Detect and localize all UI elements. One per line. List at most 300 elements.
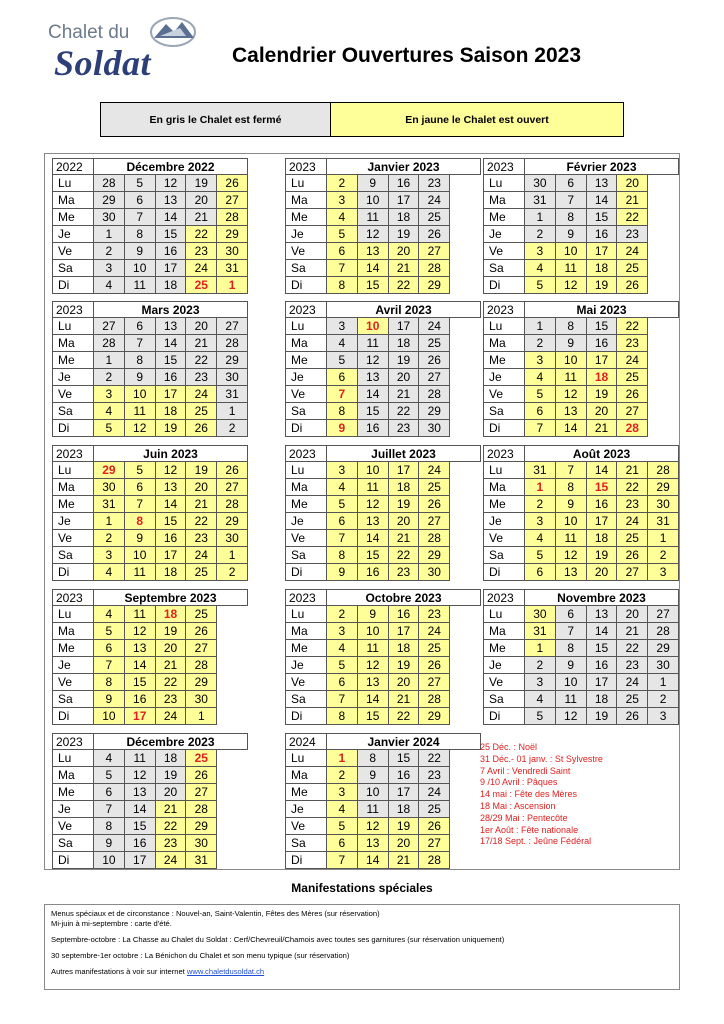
day-name: Ve: [52, 386, 94, 403]
month-name: Avril 2023: [327, 301, 481, 318]
holiday-item: 7 Avril : Vendredi Saint: [480, 765, 571, 776]
day-name: Ma: [285, 192, 327, 209]
day-name: Sa: [52, 835, 94, 852]
day-cell: 23: [617, 657, 648, 674]
month-year: 2023: [52, 301, 94, 318]
day-name: Ve: [52, 674, 94, 691]
day-cell: 15: [156, 226, 187, 243]
day-name: Lu: [285, 462, 327, 479]
day-cell: 8: [327, 403, 358, 420]
day-cell: 12: [358, 496, 389, 513]
day-cell: 24: [617, 674, 648, 691]
day-name: Ve: [483, 386, 525, 403]
month-year: 2023: [52, 445, 94, 462]
day-cell: 30: [648, 496, 679, 513]
day-name: Me: [483, 209, 525, 226]
day-cell: 17: [587, 352, 618, 369]
day-cell: 11: [125, 750, 156, 767]
empty-cell: [450, 496, 481, 513]
empty-cell: [217, 784, 248, 801]
day-name: Di: [52, 420, 94, 437]
day-cell: 19: [186, 462, 217, 479]
month-block: [285, 589, 481, 725]
day-cell: 7: [556, 192, 587, 209]
day-cell: 30: [186, 835, 217, 852]
day-cell: 20: [156, 640, 187, 657]
day-name: Lu: [483, 318, 525, 335]
day-cell: 17: [156, 547, 187, 564]
day-cell: 20: [186, 479, 217, 496]
month-name: Novembre 2023: [525, 589, 679, 606]
day-cell: 18: [587, 369, 618, 386]
day-cell: 7: [125, 209, 156, 226]
day-cell: 3: [648, 708, 679, 725]
day-cell: 1: [94, 513, 125, 530]
day-cell: 14: [358, 852, 389, 869]
empty-cell: [648, 209, 679, 226]
day-cell: 20: [389, 674, 420, 691]
empty-cell: [648, 335, 679, 352]
day-cell: 3: [525, 674, 556, 691]
day-cell: 25: [186, 277, 217, 294]
day-cell: 4: [94, 564, 125, 581]
day-cell: 18: [156, 564, 187, 581]
day-cell: 10: [556, 513, 587, 530]
day-cell: 19: [389, 496, 420, 513]
day-name: Ve: [483, 674, 525, 691]
day-cell: 21: [156, 657, 187, 674]
empty-cell: [217, 708, 248, 725]
day-cell: 7: [125, 335, 156, 352]
day-cell: 3: [525, 352, 556, 369]
day-cell: 9: [125, 530, 156, 547]
day-cell: 20: [186, 192, 217, 209]
day-cell: 9: [125, 243, 156, 260]
holidays-list: [480, 742, 603, 848]
day-name: Sa: [285, 547, 327, 564]
day-cell: 14: [358, 530, 389, 547]
empty-cell: [450, 818, 481, 835]
day-name: Ve: [285, 818, 327, 835]
day-cell: 15: [587, 209, 618, 226]
day-cell: 21: [186, 496, 217, 513]
holiday-item: 18 Mai : Ascension: [480, 800, 556, 811]
manif-line-summer: Mi-juin à mi-septembre : carte d'été.: [51, 919, 172, 928]
empty-cell: [217, 674, 248, 691]
day-cell: 30: [94, 479, 125, 496]
day-cell: 17: [156, 386, 187, 403]
day-name: Ma: [285, 335, 327, 352]
day-cell: 7: [327, 386, 358, 403]
month-block: [52, 158, 248, 294]
day-name: Me: [52, 209, 94, 226]
day-cell: 18: [389, 335, 420, 352]
day-name: Ma: [52, 479, 94, 496]
day-cell: 6: [556, 606, 587, 623]
day-name: Ve: [285, 386, 327, 403]
day-cell: 17: [389, 784, 420, 801]
day-cell: 9: [125, 369, 156, 386]
day-cell: 17: [156, 260, 187, 277]
day-name: Me: [285, 784, 327, 801]
day-cell: 7: [525, 420, 556, 437]
day-cell: 25: [186, 750, 217, 767]
day-cell: 5: [94, 420, 125, 437]
month-year: 2023: [483, 589, 525, 606]
day-name: Me: [52, 784, 94, 801]
month-block: [52, 733, 248, 869]
day-cell: 28: [617, 420, 648, 437]
day-cell: 7: [94, 657, 125, 674]
day-cell: 18: [156, 606, 187, 623]
day-cell: 29: [419, 277, 450, 294]
day-cell: 12: [125, 623, 156, 640]
day-cell: 25: [419, 479, 450, 496]
day-name: Sa: [483, 403, 525, 420]
day-cell: 2: [525, 226, 556, 243]
day-cell: 17: [389, 462, 420, 479]
day-cell: 31: [186, 852, 217, 869]
day-cell: 27: [217, 192, 248, 209]
month-block: [285, 733, 481, 869]
day-cell: 2: [648, 547, 679, 564]
day-cell: 1: [327, 750, 358, 767]
empty-cell: [450, 708, 481, 725]
day-cell: 17: [587, 513, 618, 530]
day-cell: 7: [556, 462, 587, 479]
day-cell: 3: [327, 623, 358, 640]
day-cell: 16: [389, 175, 420, 192]
day-cell: 6: [525, 564, 556, 581]
day-cell: 18: [389, 801, 420, 818]
day-name: Ve: [285, 243, 327, 260]
day-name: Me: [285, 352, 327, 369]
day-name: Di: [52, 277, 94, 294]
day-cell: 10: [358, 318, 389, 335]
day-cell: 21: [587, 420, 618, 437]
day-cell: 1: [217, 403, 248, 420]
day-cell: 20: [587, 403, 618, 420]
day-cell: 26: [419, 657, 450, 674]
day-cell: 13: [358, 835, 389, 852]
day-cell: 24: [186, 547, 217, 564]
day-cell: 5: [125, 175, 156, 192]
empty-cell: [450, 335, 481, 352]
month-name: Octobre 2023: [327, 589, 481, 606]
month-year: 2023: [285, 158, 327, 175]
month-year: 2023: [285, 589, 327, 606]
day-cell: 26: [419, 818, 450, 835]
day-cell: 16: [125, 835, 156, 852]
day-cell: 5: [525, 386, 556, 403]
day-name: Me: [285, 209, 327, 226]
day-cell: 7: [327, 852, 358, 869]
day-cell: 18: [389, 209, 420, 226]
day-cell: 9: [358, 606, 389, 623]
month-block: [483, 158, 679, 294]
empty-cell: [648, 243, 679, 260]
day-name: Ma: [285, 623, 327, 640]
day-cell: 21: [186, 335, 217, 352]
day-name: Je: [52, 657, 94, 674]
day-cell: 12: [556, 547, 587, 564]
day-cell: 25: [419, 801, 450, 818]
day-name: Ma: [483, 335, 525, 352]
day-cell: 2: [217, 564, 248, 581]
day-cell: 29: [217, 226, 248, 243]
day-cell: 1: [648, 530, 679, 547]
day-cell: 29: [217, 513, 248, 530]
day-cell: 31: [525, 623, 556, 640]
day-cell: 29: [419, 708, 450, 725]
day-cell: 6: [327, 835, 358, 852]
day-cell: 22: [389, 547, 420, 564]
day-cell: 28: [419, 691, 450, 708]
day-cell: 15: [587, 640, 618, 657]
day-name: Lu: [483, 462, 525, 479]
day-cell: 18: [389, 640, 420, 657]
day-cell: 2: [327, 175, 358, 192]
day-cell: 25: [186, 564, 217, 581]
day-name: Je: [483, 513, 525, 530]
day-cell: 14: [156, 209, 187, 226]
day-cell: 26: [617, 708, 648, 725]
day-cell: 16: [587, 496, 618, 513]
day-cell: 6: [125, 192, 156, 209]
month-year: 2022: [52, 158, 94, 175]
holiday-item: 28/29 Mai : Pentecôte: [480, 812, 568, 823]
holiday-item: 25 Déc. : Noël: [480, 742, 538, 752]
day-name: Je: [285, 657, 327, 674]
day-cell: 26: [617, 277, 648, 294]
mountain-logo-icon: [148, 14, 198, 50]
day-cell: 11: [556, 691, 587, 708]
month-name: Février 2023: [525, 158, 679, 175]
day-cell: 23: [186, 369, 217, 386]
day-cell: 10: [358, 623, 389, 640]
day-cell: 22: [156, 674, 187, 691]
empty-cell: [217, 691, 248, 708]
day-cell: 30: [94, 209, 125, 226]
day-cell: 14: [358, 691, 389, 708]
day-cell: 4: [525, 530, 556, 547]
day-cell: 4: [327, 640, 358, 657]
day-cell: 6: [327, 369, 358, 386]
day-name: Je: [483, 369, 525, 386]
day-cell: 4: [94, 606, 125, 623]
day-cell: 23: [389, 564, 420, 581]
day-cell: 19: [587, 277, 618, 294]
day-cell: 30: [525, 606, 556, 623]
day-cell: 19: [587, 386, 618, 403]
day-cell: 17: [389, 318, 420, 335]
day-cell: 26: [617, 547, 648, 564]
day-cell: 9: [94, 835, 125, 852]
day-name: Je: [52, 369, 94, 386]
day-name: Sa: [483, 691, 525, 708]
day-cell: 12: [125, 767, 156, 784]
day-cell: 10: [358, 462, 389, 479]
empty-cell: [450, 852, 481, 869]
month-year: 2023: [483, 301, 525, 318]
day-cell: 6: [327, 513, 358, 530]
day-name: Ma: [52, 192, 94, 209]
day-cell: 1: [94, 352, 125, 369]
day-name: Di: [483, 708, 525, 725]
day-cell: 7: [327, 691, 358, 708]
day-cell: 20: [587, 564, 618, 581]
day-cell: 18: [156, 277, 187, 294]
day-cell: 11: [358, 640, 389, 657]
empty-cell: [648, 277, 679, 294]
day-cell: 9: [358, 767, 389, 784]
empty-cell: [648, 192, 679, 209]
day-name: Di: [285, 708, 327, 725]
day-cell: 29: [186, 674, 217, 691]
day-name: Me: [285, 496, 327, 513]
day-name: Ve: [285, 674, 327, 691]
day-cell: 22: [617, 640, 648, 657]
month-block: [285, 158, 481, 294]
day-cell: 20: [389, 513, 420, 530]
day-name: Di: [52, 852, 94, 869]
day-cell: 18: [587, 691, 618, 708]
empty-cell: [450, 318, 481, 335]
day-cell: 16: [587, 226, 618, 243]
day-name: Lu: [52, 318, 94, 335]
empty-cell: [450, 767, 481, 784]
day-cell: 29: [419, 547, 450, 564]
day-name: Lu: [52, 462, 94, 479]
day-cell: 11: [125, 403, 156, 420]
day-cell: 4: [94, 750, 125, 767]
day-cell: 15: [358, 547, 389, 564]
day-cell: 29: [94, 462, 125, 479]
day-cell: 11: [125, 277, 156, 294]
day-name: Sa: [285, 260, 327, 277]
day-cell: 23: [186, 530, 217, 547]
empty-cell: [648, 260, 679, 277]
empty-cell: [450, 192, 481, 209]
day-cell: 3: [648, 564, 679, 581]
day-cell: 23: [419, 175, 450, 192]
logo: [48, 14, 198, 84]
day-name: Lu: [285, 175, 327, 192]
day-cell: 10: [94, 852, 125, 869]
website-link[interactable]: www.chaletdusoldat.ch: [186, 967, 265, 976]
day-name: Je: [285, 513, 327, 530]
day-cell: 15: [156, 352, 187, 369]
empty-cell: [450, 606, 481, 623]
day-name: Je: [285, 226, 327, 243]
day-cell: 1: [525, 640, 556, 657]
day-cell: 13: [358, 513, 389, 530]
day-cell: 25: [419, 640, 450, 657]
day-cell: 26: [419, 496, 450, 513]
month-name: Janvier 2024: [327, 733, 481, 750]
day-cell: 23: [156, 691, 187, 708]
day-cell: 13: [156, 318, 187, 335]
day-cell: 2: [525, 496, 556, 513]
day-cell: 10: [556, 243, 587, 260]
empty-cell: [217, 852, 248, 869]
day-cell: 23: [156, 835, 187, 852]
day-name: Sa: [52, 260, 94, 277]
empty-cell: [450, 691, 481, 708]
day-cell: 12: [556, 277, 587, 294]
month-block: [285, 445, 481, 581]
day-cell: 14: [587, 623, 618, 640]
day-cell: 15: [156, 513, 187, 530]
day-cell: 13: [156, 192, 187, 209]
day-name: Lu: [483, 175, 525, 192]
day-cell: 29: [186, 818, 217, 835]
day-cell: 22: [186, 226, 217, 243]
day-cell: 4: [525, 691, 556, 708]
empty-cell: [217, 623, 248, 640]
day-cell: 28: [419, 386, 450, 403]
day-cell: 6: [327, 674, 358, 691]
day-cell: 15: [358, 708, 389, 725]
month-year: 2023: [52, 733, 94, 750]
manifestations-box: [44, 904, 680, 990]
day-cell: 16: [389, 606, 420, 623]
day-cell: 27: [94, 318, 125, 335]
day-cell: 8: [556, 640, 587, 657]
day-name: Di: [52, 708, 94, 725]
day-cell: 13: [156, 479, 187, 496]
day-cell: 20: [389, 243, 420, 260]
day-cell: 4: [525, 260, 556, 277]
day-name: Je: [483, 226, 525, 243]
month-name: Mars 2023: [94, 301, 248, 318]
day-cell: 24: [186, 260, 217, 277]
empty-cell: [648, 386, 679, 403]
day-cell: 19: [156, 767, 187, 784]
day-cell: 28: [186, 801, 217, 818]
day-name: Me: [285, 640, 327, 657]
day-name: Me: [52, 496, 94, 513]
day-cell: 21: [389, 852, 420, 869]
legend-open: En jaune le Chalet est ouvert: [331, 103, 623, 136]
day-cell: 3: [525, 243, 556, 260]
day-name: Sa: [52, 691, 94, 708]
day-cell: 11: [556, 530, 587, 547]
day-cell: 10: [94, 708, 125, 725]
day-cell: 14: [156, 496, 187, 513]
day-cell: 28: [648, 623, 679, 640]
holiday-item: 9 /10 Avril : Pâques: [480, 777, 558, 788]
day-cell: 13: [556, 564, 587, 581]
logo-top-text: Chalet du: [48, 22, 130, 43]
day-name: Je: [52, 513, 94, 530]
day-cell: 2: [94, 243, 125, 260]
day-name: Di: [483, 564, 525, 581]
month-block: [483, 589, 679, 725]
day-cell: 12: [156, 462, 187, 479]
day-cell: 19: [156, 420, 187, 437]
empty-cell: [450, 640, 481, 657]
day-cell: 23: [617, 226, 648, 243]
day-cell: 13: [125, 784, 156, 801]
day-name: Me: [52, 640, 94, 657]
day-cell: 28: [217, 496, 248, 513]
day-cell: 7: [94, 801, 125, 818]
day-cell: 15: [587, 479, 618, 496]
day-cell: 20: [186, 318, 217, 335]
day-cell: 12: [358, 352, 389, 369]
empty-cell: [450, 209, 481, 226]
